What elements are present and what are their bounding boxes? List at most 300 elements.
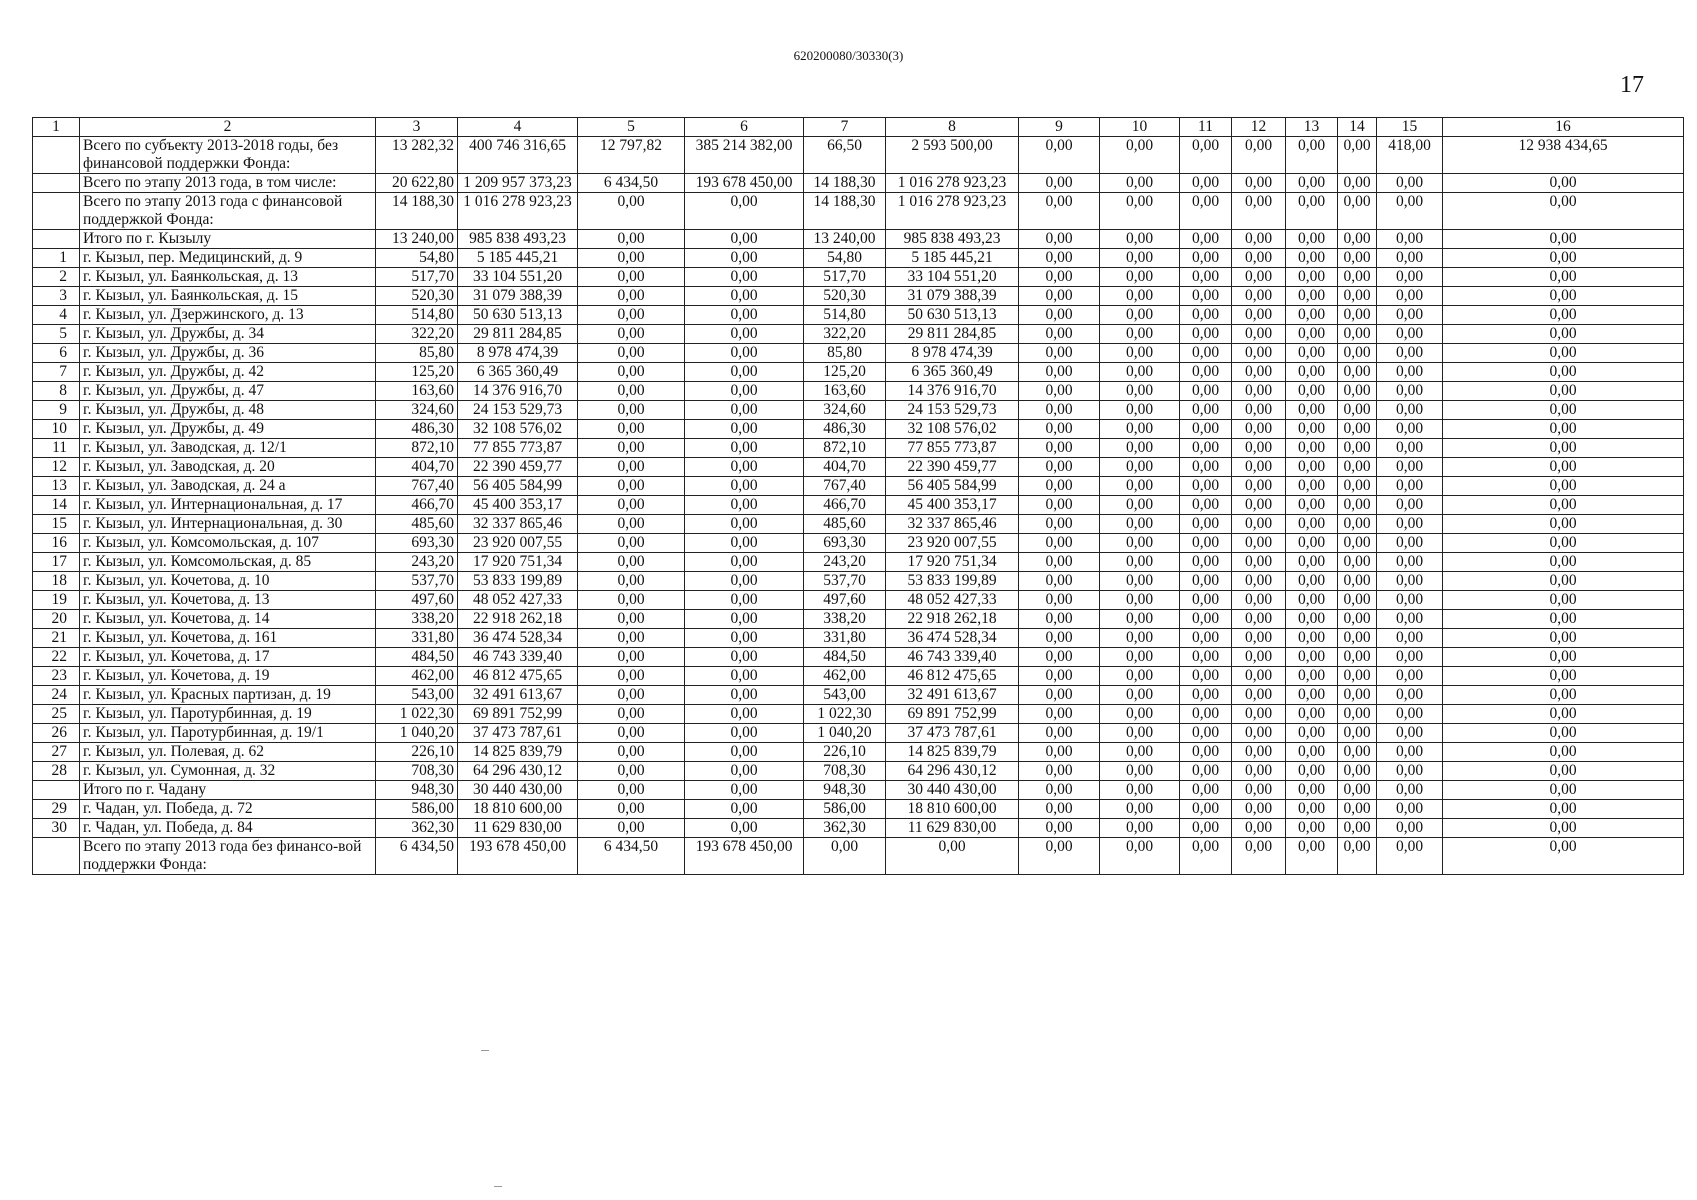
table-cell: 0,00 [1232, 819, 1286, 838]
table-cell: 0,00 [578, 306, 685, 325]
table-cell: 243,20 [376, 553, 458, 572]
table-cell [33, 193, 80, 230]
table-cell: 0,00 [1232, 800, 1286, 819]
table-cell: 0,00 [1100, 591, 1180, 610]
table-cell: 0,00 [685, 401, 804, 420]
table-cell: 0,00 [1100, 838, 1180, 875]
table-cell: 0,00 [1100, 686, 1180, 705]
table-cell: 0,00 [1019, 629, 1100, 648]
table-cell: 0,00 [1286, 591, 1338, 610]
table-cell: 0,00 [1232, 553, 1286, 572]
table-cell: 0,00 [1232, 667, 1286, 686]
table-cell: 0,00 [1377, 572, 1443, 591]
table-cell: 0,00 [578, 420, 685, 439]
table-cell: 0,00 [1338, 515, 1377, 534]
table-cell: 0,00 [1377, 249, 1443, 268]
table-cell: 0,00 [1019, 838, 1100, 875]
document-code: 620200080/30330(3) [793, 48, 904, 63]
table-cell: 23 920 007,55 [458, 534, 578, 553]
table-cell: 0,00 [578, 724, 685, 743]
table-cell: 0,00 [1338, 534, 1377, 553]
table-cell: 0,00 [1100, 458, 1180, 477]
table-cell: г. Кызыл, ул. Интернациональная, д. 30 [80, 515, 376, 534]
table-cell: 0,00 [1443, 306, 1684, 325]
table-cell: 0,00 [1377, 553, 1443, 572]
table-cell: 0,00 [1377, 781, 1443, 800]
table-row [33, 363, 1684, 382]
table-cell: 0,00 [1232, 363, 1286, 382]
table-cell: 0,00 [1377, 420, 1443, 439]
table-cell: 0,00 [1377, 193, 1443, 230]
table-cell: 0,00 [1019, 287, 1100, 306]
table-cell: 0,00 [1100, 610, 1180, 629]
table-cell: 0,00 [1019, 193, 1100, 230]
table-cell: 0,00 [1286, 610, 1338, 629]
table-cell: 0,00 [1019, 553, 1100, 572]
table-row [33, 838, 1684, 875]
table-cell: 0,00 [685, 686, 804, 705]
table-cell: 0,00 [1019, 230, 1100, 249]
table-cell: 0,00 [1377, 287, 1443, 306]
table-row [33, 382, 1684, 401]
table-cell: 37 473 787,61 [886, 724, 1019, 743]
table-cell: 0,00 [1232, 648, 1286, 667]
table-cell: 17 [33, 553, 80, 572]
table-cell: 767,40 [376, 477, 458, 496]
table-cell: 0,00 [578, 686, 685, 705]
table-cell: 0,00 [1100, 667, 1180, 686]
table-row [33, 648, 1684, 667]
table-cell: 484,50 [804, 648, 886, 667]
table-cell: 0,00 [1100, 344, 1180, 363]
table-cell: 0,00 [1180, 686, 1232, 705]
table-cell: 53 833 199,89 [458, 572, 578, 591]
table-cell [33, 230, 80, 249]
table-cell: 0,00 [1232, 686, 1286, 705]
table-cell: 0,00 [1338, 724, 1377, 743]
table-cell: 0,00 [685, 249, 804, 268]
table-row [33, 439, 1684, 458]
table-cell: 0,00 [1180, 743, 1232, 762]
table-cell: 0,00 [578, 287, 685, 306]
table-cell: 0,00 [1286, 306, 1338, 325]
table-cell: 0,00 [1443, 819, 1684, 838]
table-cell: 586,00 [804, 800, 886, 819]
table-cell: 497,60 [804, 591, 886, 610]
table-cell: 404,70 [804, 458, 886, 477]
table-cell: 0,00 [1019, 686, 1100, 705]
table-cell: 0,00 [1443, 534, 1684, 553]
table-cell: г. Кызыл, ул. Кочетова, д. 10 [80, 572, 376, 591]
table-cell: 69 891 752,99 [458, 705, 578, 724]
table-cell: 56 405 584,99 [886, 477, 1019, 496]
table-cell: 0,00 [578, 515, 685, 534]
table-cell: 0,00 [578, 572, 685, 591]
table-row [33, 230, 1684, 249]
table-cell: 36 474 528,34 [458, 629, 578, 648]
table-cell: 338,20 [376, 610, 458, 629]
table-cell: 0,00 [578, 610, 685, 629]
table-cell: 0,00 [1019, 781, 1100, 800]
table-cell: 0,00 [1180, 838, 1232, 875]
table-cell: 0,00 [1019, 591, 1100, 610]
table-cell: 0,00 [685, 724, 804, 743]
table-cell: 8 978 474,39 [458, 344, 578, 363]
table-cell: 12 [33, 458, 80, 477]
table-cell: 125,20 [804, 363, 886, 382]
table-cell: 9 [33, 401, 80, 420]
table-cell: 0,00 [1338, 401, 1377, 420]
table-cell: 0,00 [1286, 401, 1338, 420]
table-cell: 0,00 [685, 496, 804, 515]
table-cell: 23 [33, 667, 80, 686]
table-cell: 0,00 [1377, 838, 1443, 875]
table-cell: г. Кызыл, ул. Комсомольская, д. 107 [80, 534, 376, 553]
table-cell: 0,00 [1100, 762, 1180, 781]
table-cell: 0,00 [578, 591, 685, 610]
table-cell: 21 [33, 629, 80, 648]
table-cell: 0,00 [1232, 287, 1286, 306]
table-cell: 0,00 [1443, 781, 1684, 800]
table-cell: 0,00 [1180, 762, 1232, 781]
table-row [33, 686, 1684, 705]
table-cell: 0,00 [1180, 382, 1232, 401]
column-number: 9 [1019, 118, 1100, 137]
table-cell: 53 833 199,89 [886, 572, 1019, 591]
table-cell: 0,00 [1019, 249, 1100, 268]
table-cell: 0,00 [1286, 629, 1338, 648]
table-cell: 0,00 [1443, 401, 1684, 420]
table-cell: 0,00 [1019, 572, 1100, 591]
table-cell: 56 405 584,99 [458, 477, 578, 496]
table-cell: г. Кызыл, ул. Дружбы, д. 47 [80, 382, 376, 401]
table-cell: 0,00 [578, 325, 685, 344]
table-cell: 0,00 [1100, 268, 1180, 287]
table-cell: 6 434,50 [578, 838, 685, 875]
table-cell: 24 153 529,73 [886, 401, 1019, 420]
table-cell: 385 214 382,00 [685, 137, 804, 174]
table-cell: 69 891 752,99 [886, 705, 1019, 724]
table-cell: 32 337 865,46 [458, 515, 578, 534]
table-cell: 32 337 865,46 [886, 515, 1019, 534]
column-number: 15 [1377, 118, 1443, 137]
table-cell: 0,00 [1286, 819, 1338, 838]
table-cell: г. Кызыл, ул. Дружбы, д. 48 [80, 401, 376, 420]
table-cell: 0,00 [1286, 515, 1338, 534]
table-cell: 193 678 450,00 [685, 174, 804, 193]
table-cell: 0,00 [1180, 249, 1232, 268]
table-cell: 85,80 [804, 344, 886, 363]
table-cell: 0,00 [1443, 193, 1684, 230]
table-cell: 0,00 [1286, 648, 1338, 667]
table-cell: 0,00 [1338, 477, 1377, 496]
table-cell: г. Кызыл, ул. Сумонная, д. 32 [80, 762, 376, 781]
table-row [33, 591, 1684, 610]
table-cell: 0,00 [1019, 515, 1100, 534]
table-cell: 22 [33, 648, 80, 667]
table-cell: 0,00 [1443, 382, 1684, 401]
table-cell: 0,00 [1100, 382, 1180, 401]
table-cell: 46 743 339,40 [886, 648, 1019, 667]
table-cell: 0,00 [578, 401, 685, 420]
table-cell: Итого по г. Кызылу [80, 230, 376, 249]
table-cell: 0,00 [1180, 344, 1232, 363]
table-cell: 0,00 [1338, 705, 1377, 724]
table-cell: г. Кызыл, ул. Заводская, д. 20 [80, 458, 376, 477]
table-cell: 0,00 [685, 344, 804, 363]
table-cell: 0,00 [1180, 705, 1232, 724]
table-cell: 0,00 [1019, 325, 1100, 344]
table-cell: 18 [33, 572, 80, 591]
table-cell: 0,00 [1180, 553, 1232, 572]
table-cell: 331,80 [804, 629, 886, 648]
table-cell: 8 [33, 382, 80, 401]
table-cell: 64 296 430,12 [458, 762, 578, 781]
table-cell: 20 622,80 [376, 174, 458, 193]
table-cell: 0,00 [1232, 344, 1286, 363]
table-row [33, 781, 1684, 800]
table-cell: 0,00 [1232, 401, 1286, 420]
table-cell: 0,00 [1232, 458, 1286, 477]
table-cell: 46 743 339,40 [458, 648, 578, 667]
table-cell: 0,00 [1232, 325, 1286, 344]
table-cell: 0,00 [1180, 287, 1232, 306]
table-cell: 0,00 [1443, 572, 1684, 591]
table-cell: 0,00 [578, 762, 685, 781]
table-cell: 48 052 427,33 [886, 591, 1019, 610]
table-cell: 0,00 [1443, 553, 1684, 572]
table-cell: 0,00 [685, 382, 804, 401]
table-cell: 0,00 [1286, 344, 1338, 363]
table-cell: г. Кызыл, ул. Паротурбинная, д. 19/1 [80, 724, 376, 743]
table-cell: 0,00 [1100, 629, 1180, 648]
table-cell: 0,00 [1286, 287, 1338, 306]
table-cell: 0,00 [1377, 515, 1443, 534]
table-cell: 0,00 [1100, 705, 1180, 724]
table-cell: 0,00 [1338, 667, 1377, 686]
table-cell: 0,00 [1180, 534, 1232, 553]
table-cell: 0,00 [1232, 591, 1286, 610]
table-cell [33, 838, 80, 875]
table-cell: 0,00 [578, 667, 685, 686]
table-cell: 0,00 [1338, 193, 1377, 230]
table-cell: 7 [33, 363, 80, 382]
header-row [33, 118, 1684, 137]
table-cell: 0,00 [685, 743, 804, 762]
table-cell: 0,00 [1338, 306, 1377, 325]
table-cell: 767,40 [804, 477, 886, 496]
table-cell: 24 [33, 686, 80, 705]
table-cell: 0,00 [1377, 667, 1443, 686]
table-cell: 0,00 [1232, 838, 1286, 875]
table-cell: 0,00 [1338, 762, 1377, 781]
table-cell: 0,00 [685, 230, 804, 249]
table-cell: г. Чадан, ул. Победа, д. 72 [80, 800, 376, 819]
table-cell: 14 825 839,79 [886, 743, 1019, 762]
table-cell: 0,00 [1286, 743, 1338, 762]
page-number: 17 [1620, 72, 1644, 98]
table-cell: 0,00 [1180, 819, 1232, 838]
column-number: 6 [685, 118, 804, 137]
table-cell: 462,00 [376, 667, 458, 686]
table-cell: 20 [33, 610, 80, 629]
table-cell: 0,00 [1232, 743, 1286, 762]
table-cell: 14 188,30 [804, 193, 886, 230]
table-cell: г. Кызыл, ул. Комсомольская, д. 85 [80, 553, 376, 572]
table-cell: 517,70 [376, 268, 458, 287]
table-cell: 0,00 [578, 249, 685, 268]
table-cell: 29 811 284,85 [886, 325, 1019, 344]
table-cell: 0,00 [1338, 572, 1377, 591]
table-cell: 163,60 [376, 382, 458, 401]
column-number: 12 [1232, 118, 1286, 137]
table-cell: 485,60 [376, 515, 458, 534]
table-cell: г. Кызыл, ул. Дзержинского, д. 13 [80, 306, 376, 325]
table-cell: 50 630 513,13 [458, 306, 578, 325]
table-cell: 338,20 [804, 610, 886, 629]
table-row [33, 515, 1684, 534]
table-cell: 0,00 [1100, 174, 1180, 193]
table-cell: 0,00 [685, 325, 804, 344]
table-cell: 0,00 [1019, 667, 1100, 686]
scan-mark [494, 1186, 502, 1187]
table-cell: 0,00 [1232, 724, 1286, 743]
column-number: 7 [804, 118, 886, 137]
table-cell: г. Кызыл, ул. Кочетова, д. 14 [80, 610, 376, 629]
table-cell: 0,00 [1377, 439, 1443, 458]
table-cell: 0,00 [685, 572, 804, 591]
table-cell: 0,00 [1443, 325, 1684, 344]
table-cell: 872,10 [376, 439, 458, 458]
table-row [33, 401, 1684, 420]
table-cell: г. Кызыл, ул. Кочетова, д. 13 [80, 591, 376, 610]
table-cell: 466,70 [376, 496, 458, 515]
table-cell: 0,00 [685, 610, 804, 629]
table-cell: 45 400 353,17 [886, 496, 1019, 515]
table-cell: 324,60 [804, 401, 886, 420]
table-cell: 54,80 [376, 249, 458, 268]
table-cell: 13 240,00 [376, 230, 458, 249]
table-cell: 0,00 [1100, 477, 1180, 496]
table-row [33, 268, 1684, 287]
table-cell: 33 104 551,20 [458, 268, 578, 287]
table-cell: 193 678 450,00 [458, 838, 578, 875]
table-cell: 0,00 [1443, 174, 1684, 193]
table-cell: 0,00 [1180, 439, 1232, 458]
table-cell: 0,00 [1286, 268, 1338, 287]
table-cell: 0,00 [685, 667, 804, 686]
table-cell: 0,00 [1377, 743, 1443, 762]
table-cell: 404,70 [376, 458, 458, 477]
table-cell: 0,00 [1338, 800, 1377, 819]
column-number: 8 [886, 118, 1019, 137]
table-cell: 0,00 [1019, 174, 1100, 193]
table-cell: 125,20 [376, 363, 458, 382]
table-cell [33, 174, 80, 193]
table-cell: 0,00 [685, 819, 804, 838]
table-cell: 985 838 493,23 [886, 230, 1019, 249]
table-cell: г. Кызыл, пер. Медицинский, д. 9 [80, 249, 376, 268]
table-cell: 33 104 551,20 [886, 268, 1019, 287]
table-cell: 6 [33, 344, 80, 363]
table-cell: 537,70 [376, 572, 458, 591]
table-cell: 520,30 [376, 287, 458, 306]
table-cell: 0,00 [1443, 648, 1684, 667]
table-cell: 0,00 [1443, 743, 1684, 762]
table-cell: 17 920 751,34 [886, 553, 1019, 572]
table-cell: 462,00 [804, 667, 886, 686]
table-cell: 29 811 284,85 [458, 325, 578, 344]
table-cell: 0,00 [1286, 724, 1338, 743]
table-cell: 22 918 262,18 [886, 610, 1019, 629]
table-cell: 0,00 [1338, 458, 1377, 477]
table-cell: 0,00 [1100, 572, 1180, 591]
table-cell: 48 052 427,33 [458, 591, 578, 610]
table-cell: 0,00 [578, 230, 685, 249]
table-cell: 0,00 [1377, 610, 1443, 629]
table-cell: 0,00 [1377, 648, 1443, 667]
table-cell: 0,00 [1180, 137, 1232, 174]
table-cell: 0,00 [1443, 363, 1684, 382]
table-cell: 0,00 [1019, 344, 1100, 363]
table-cell: 0,00 [1443, 705, 1684, 724]
table-cell: г. Кызыл, ул. Баянкольская, д. 13 [80, 268, 376, 287]
table-cell: 0,00 [1286, 363, 1338, 382]
table-cell: г. Кызыл, ул. Кочетова, д. 19 [80, 667, 376, 686]
table-cell: 0,00 [1377, 230, 1443, 249]
table-cell: 0,00 [1338, 325, 1377, 344]
table-cell: 27 [33, 743, 80, 762]
table-cell: 0,00 [1100, 420, 1180, 439]
table-cell: 0,00 [578, 477, 685, 496]
table-cell: 0,00 [1338, 610, 1377, 629]
table-cell: 0,00 [1286, 534, 1338, 553]
table-cell: 0,00 [1019, 382, 1100, 401]
table-cell: 0,00 [1377, 800, 1443, 819]
table-cell: 0,00 [685, 306, 804, 325]
table-cell: 0,00 [1338, 648, 1377, 667]
table-cell: 0,00 [1019, 477, 1100, 496]
table-cell: 0,00 [1100, 137, 1180, 174]
table-cell: 1 016 278 923,23 [886, 193, 1019, 230]
table-cell: 0,00 [1377, 382, 1443, 401]
table-cell: 0,00 [1019, 496, 1100, 515]
table-cell: 0,00 [685, 762, 804, 781]
table-cell: 0,00 [1377, 174, 1443, 193]
table-cell: 0,00 [1019, 458, 1100, 477]
table-row [33, 667, 1684, 686]
table-cell: 0,00 [886, 838, 1019, 875]
column-number: 1 [33, 118, 80, 137]
table-cell: 537,70 [804, 572, 886, 591]
table-cell: 0,00 [1443, 686, 1684, 705]
table-cell: 514,80 [804, 306, 886, 325]
table-cell: 0,00 [578, 553, 685, 572]
table-cell: 0,00 [1286, 477, 1338, 496]
column-number: 10 [1100, 118, 1180, 137]
table-cell: Всего по этапу 2013 года без финансо-вой поддержки Фонда: [80, 838, 376, 875]
table-row [33, 743, 1684, 762]
table-cell: 77 855 773,87 [886, 439, 1019, 458]
table-cell: 0,00 [1377, 268, 1443, 287]
table-cell: 362,30 [804, 819, 886, 838]
table-cell: 0,00 [1286, 325, 1338, 344]
table-cell: 1 022,30 [804, 705, 886, 724]
table-cell: 0,00 [1286, 382, 1338, 401]
table-cell: 0,00 [1443, 762, 1684, 781]
table-cell: 0,00 [1100, 193, 1180, 230]
table-cell: г. Кызыл, ул. Кочетова, д. 161 [80, 629, 376, 648]
